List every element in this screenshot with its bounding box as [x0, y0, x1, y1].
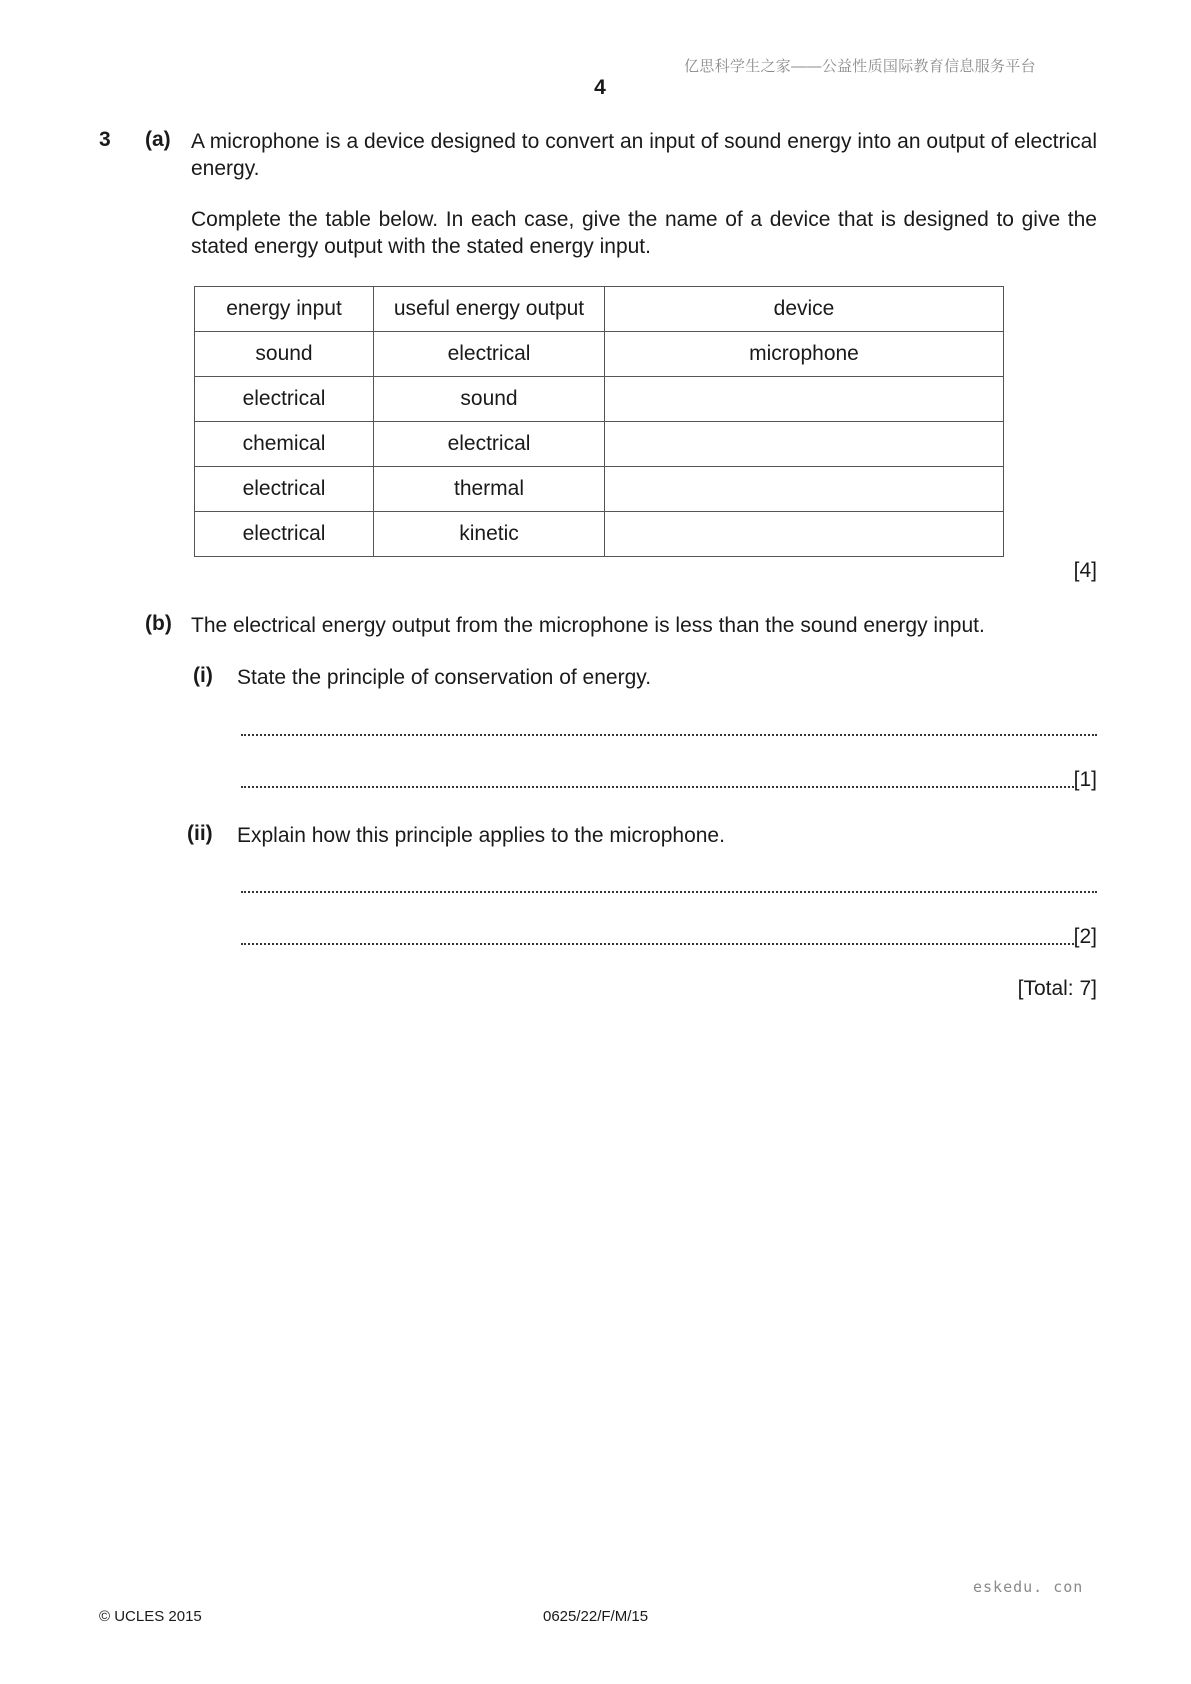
part-b-label: (b) — [145, 612, 172, 635]
part-a-instruction: Complete the table below. In each case, give the name of a device that is designed to give the stated energy output with the stated energy input. — [191, 208, 1097, 258]
cell-input: chemical — [195, 422, 374, 467]
table-row — [195, 422, 1004, 467]
sub-ii-text: Explain how this principle applies to the microphone. — [237, 824, 725, 847]
cell-device-answer[interactable] — [605, 467, 1004, 512]
dotted-line — [241, 891, 1097, 893]
table-row — [195, 467, 1004, 512]
cell-device-answer[interactable] — [605, 377, 1004, 422]
sub-i-text: State the principle of conservation of energy. — [237, 666, 652, 689]
header-device: device — [605, 287, 1004, 332]
cell-output: kinetic — [374, 512, 605, 557]
part-a-label: (a) — [145, 128, 171, 151]
dotted-line — [241, 734, 1097, 736]
cell-output: sound — [374, 377, 605, 422]
header-useful-energy-output: useful energy output — [374, 287, 605, 332]
energy-table — [194, 286, 1004, 557]
cell-output: electrical — [374, 422, 605, 467]
cell-device-answer[interactable] — [605, 422, 1004, 467]
table-row — [195, 377, 1004, 422]
dotted-line — [241, 943, 1074, 945]
dotted-line — [241, 786, 1074, 788]
cell-device: microphone — [605, 332, 1004, 377]
cell-input: electrical — [195, 467, 374, 512]
answer-line-i-1[interactable] — [241, 716, 1097, 740]
sub-ii-marks: [2] — [1073, 925, 1097, 948]
answer-line-ii-1[interactable] — [241, 873, 1097, 897]
part-a-intro: A microphone is a device designed to convert an input of sound energy into an output of electrical energy. — [191, 130, 1097, 180]
question-number: 3 — [99, 128, 111, 151]
cell-output: thermal — [374, 467, 605, 512]
answer-line-ii-2[interactable] — [241, 925, 1097, 949]
table-row — [195, 512, 1004, 557]
cell-input: electrical — [195, 512, 374, 557]
watermark-bottom: eskedu. con — [973, 1578, 1084, 1596]
cell-input: sound — [195, 332, 374, 377]
total-marks: [Total: 7] — [1017, 977, 1097, 1000]
page-number: 4 — [594, 76, 606, 99]
answer-line-i-2[interactable] — [241, 768, 1097, 792]
part-b-text: The electrical energy output from the microphone is less than the sound energy input. — [191, 614, 985, 637]
table-header-row — [195, 287, 1004, 332]
sub-i-marks: [1] — [1073, 768, 1097, 791]
watermark-top: 亿思科学生之家——公益性质国际教育信息服务平台 — [684, 58, 1036, 75]
part-a-marks: [4] — [1073, 559, 1097, 582]
table-row — [195, 332, 1004, 377]
header-energy-input: energy input — [195, 287, 374, 332]
sub-i-label: (i) — [193, 664, 213, 687]
cell-device-answer[interactable] — [605, 512, 1004, 557]
footer-copyright: © UCLES 2015 — [99, 1608, 202, 1625]
cell-input: electrical — [195, 377, 374, 422]
sub-ii-label: (ii) — [187, 822, 213, 845]
footer-code: 0625/22/F/M/15 — [543, 1608, 649, 1625]
cell-output: electrical — [374, 332, 605, 377]
